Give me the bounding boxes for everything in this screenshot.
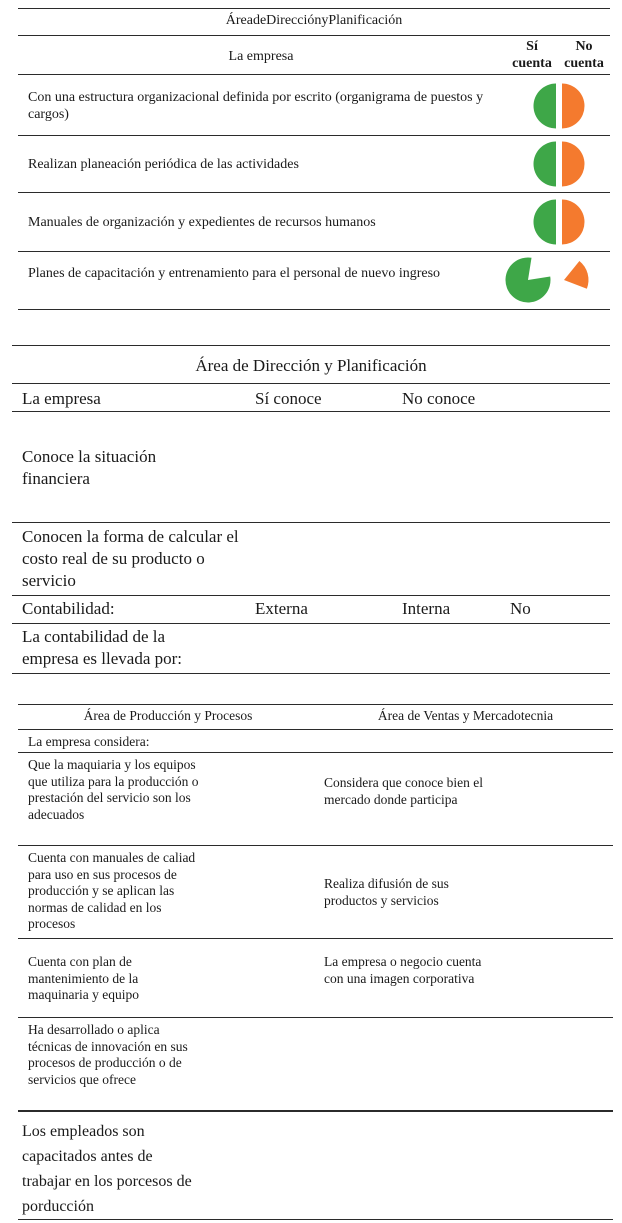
table-row: Cuenta con manuales de caliad para uso en sus procesos de producción y se aplican las normas de calidad en los procesos xyxy=(28,850,196,931)
table-row: Conoce la situación financiera xyxy=(22,447,157,488)
table-row xyxy=(28,156,488,173)
table-row xyxy=(28,214,488,231)
table-row: Que la maquiaria y los equipos que utiliza para la producción o prestación del servicio son los adecuados xyxy=(28,757,199,822)
table-row: Ha desarrollado o aplica técnicas de innovación en sus procesos de producción o de servicios que ofrece xyxy=(28,1022,188,1087)
table-row-sales: Considera que conoce bien el mercado donde participa xyxy=(324,775,483,807)
table-row xyxy=(28,89,488,123)
yes-pie-slice xyxy=(534,84,557,129)
table-1-header-no: No cuenta xyxy=(564,39,604,71)
no-pie-chart xyxy=(560,139,608,189)
table-row: Conocen la forma de calcular el costo real de su producto o servicio xyxy=(22,527,239,590)
accounting-no: No xyxy=(510,599,531,618)
table-3-header-sales: Área de Ventas y Mercadotecnia xyxy=(377,708,554,723)
yes-pie-chart xyxy=(502,256,554,304)
accounting-label: Contabilidad: xyxy=(22,599,115,618)
table-2-header-company: La empresa xyxy=(22,389,101,408)
no-pie-chart xyxy=(560,81,608,131)
table-2-header-yes: Sí conoce xyxy=(255,389,322,408)
no-pie-slice xyxy=(562,200,585,245)
table-3-subheader: La empresa considera: xyxy=(28,734,150,749)
table-row: La contabilidad de la empresa es llevada por: xyxy=(22,627,183,668)
table-row: Cuenta con plan de mantenimiento de la maquinaria y equipo xyxy=(28,954,139,1002)
yes-pie-chart xyxy=(510,139,558,189)
table-row-sales: Realiza difusión de sus productos y servicios xyxy=(324,876,449,908)
no-pie-slice xyxy=(564,261,589,289)
row-text: Manuales de organización y expedientes de recursos humanos xyxy=(28,215,376,230)
no-pie-chart xyxy=(560,197,608,247)
table-1-title: ÁreadeDirecciónyPlanificación xyxy=(225,13,403,28)
yes-pie-slice xyxy=(506,258,551,303)
no-pie-chart xyxy=(558,256,610,304)
yes-pie-slice xyxy=(534,142,557,187)
yes-pie-chart xyxy=(510,81,558,131)
accounting-internal: Interna xyxy=(402,599,451,618)
accounting-external: Externa xyxy=(255,599,308,618)
table-1-header-yes: Sí cuenta xyxy=(512,39,552,71)
table-row: Los empleados son capacitados antes de trabajar en los porcesos de porducción xyxy=(22,1123,192,1215)
row-text: Planes de capacitación y entrenamiento para el personal de nuevo ingreso xyxy=(28,266,441,281)
table-row xyxy=(28,265,490,282)
yes-pie-chart xyxy=(510,197,558,247)
table-row-sales: La empresa o negocio cuenta con una imagen corporativa xyxy=(324,954,482,986)
table-1-header-company: La empresa xyxy=(228,49,294,64)
row-text: Realizan planeación periódica de las actividades xyxy=(28,157,299,172)
no-pie-slice xyxy=(562,84,585,129)
row-text: Con una estructura organizacional definida por escrito (organigrama de puestos y cargos) xyxy=(28,90,484,122)
table-2-title: Área de Dirección y Planificación xyxy=(195,356,427,375)
yes-pie-slice xyxy=(534,200,557,245)
table-3-header-production: Área de Producción y Procesos xyxy=(83,708,253,723)
table-2-header-no: No conoce xyxy=(402,389,476,408)
no-pie-slice xyxy=(562,142,585,187)
